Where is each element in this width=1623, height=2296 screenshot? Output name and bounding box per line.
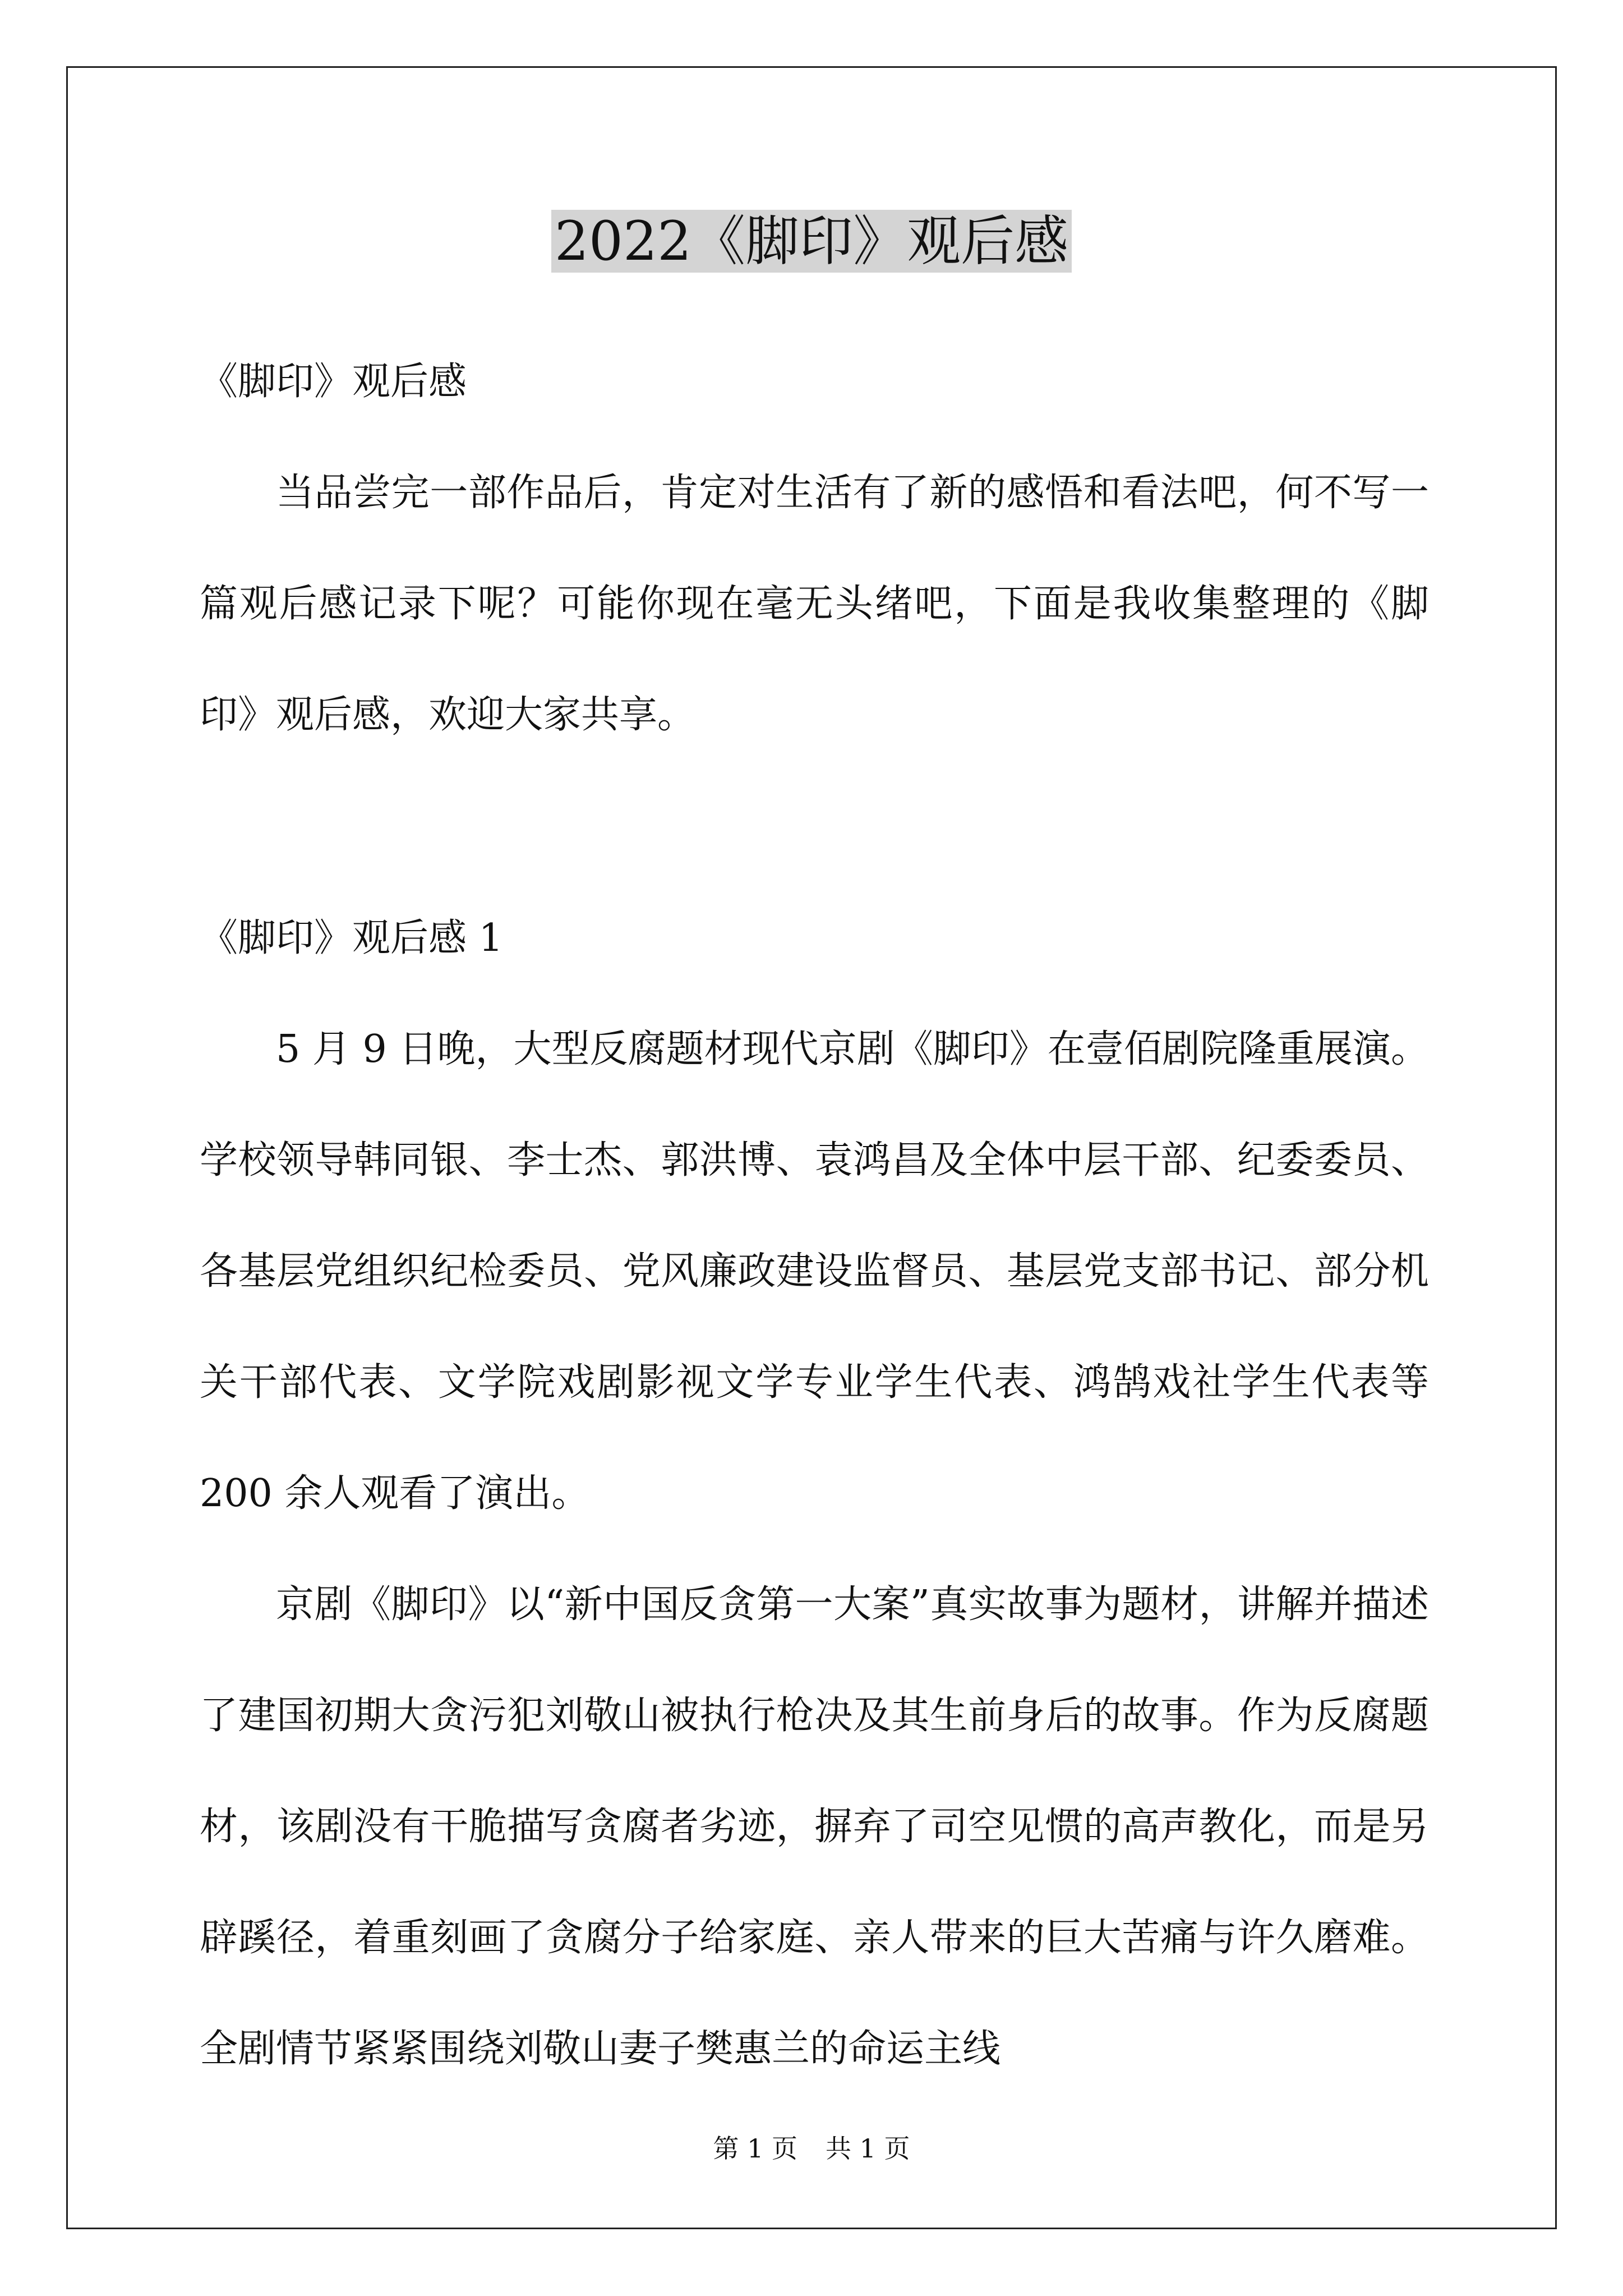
document-title — [0, 202, 1623, 280]
section-paragraph-2: 京剧《脚印》以“新中国反贪第一大案”真实故事为题材，讲解并描述了建国初期大贪污犯刘敬山被执行枪决及其生前身后的故事。作为反腐题材，该剧没有干脆描写贪腐者劣迹，摒弃了司空见惯的高声教化，而是另辟蹊径，着重刻画了贪腐分子给家庭、亲人带来的巨大苦痛与许久磨难。全剧情节紧紧围绕刘敬山妻子樊惠兰的命运主线 — [200, 1582, 1429, 2071]
page-total: 共 1 页 — [826, 2133, 910, 2164]
section-heading: 《脚印》观后感 1 — [200, 916, 503, 960]
page-footer — [0, 2132, 1623, 2165]
document-title-text: 2022《脚印》观后感 — [551, 210, 1072, 273]
intro-paragraph: 当品尝完一部作品后，肯定对生活有了新的感悟和看法吧，何不写一篇观后感记录下呢？可能你现在毫无头绪吧，下面是我收集整理的《脚印》观后感，欢迎大家共享。 — [200, 471, 1429, 737]
page-number: 第 1 页 — [713, 2133, 797, 2164]
section-paragraph-1: 5 月 9 日晚，大型反腐题材现代京剧《脚印》在壹佰剧院隆重展演。学校领导韩同银、李士杰、郭洪博、袁鸿昌及全体中层干部、纪委委员、各基层党组织纪检委员、党风廉政建设监督员、基层党支部书记、部分机关干部代表、文学院戏剧影视文学专业学生代表、鸿鹄戏社学生代表等 200 余人观看了演出。 — [200, 1027, 1429, 1516]
subtitle: 《脚印》观后感 — [200, 360, 467, 404]
document-body — [200, 326, 1429, 2105]
section-spacer — [200, 771, 1429, 883]
